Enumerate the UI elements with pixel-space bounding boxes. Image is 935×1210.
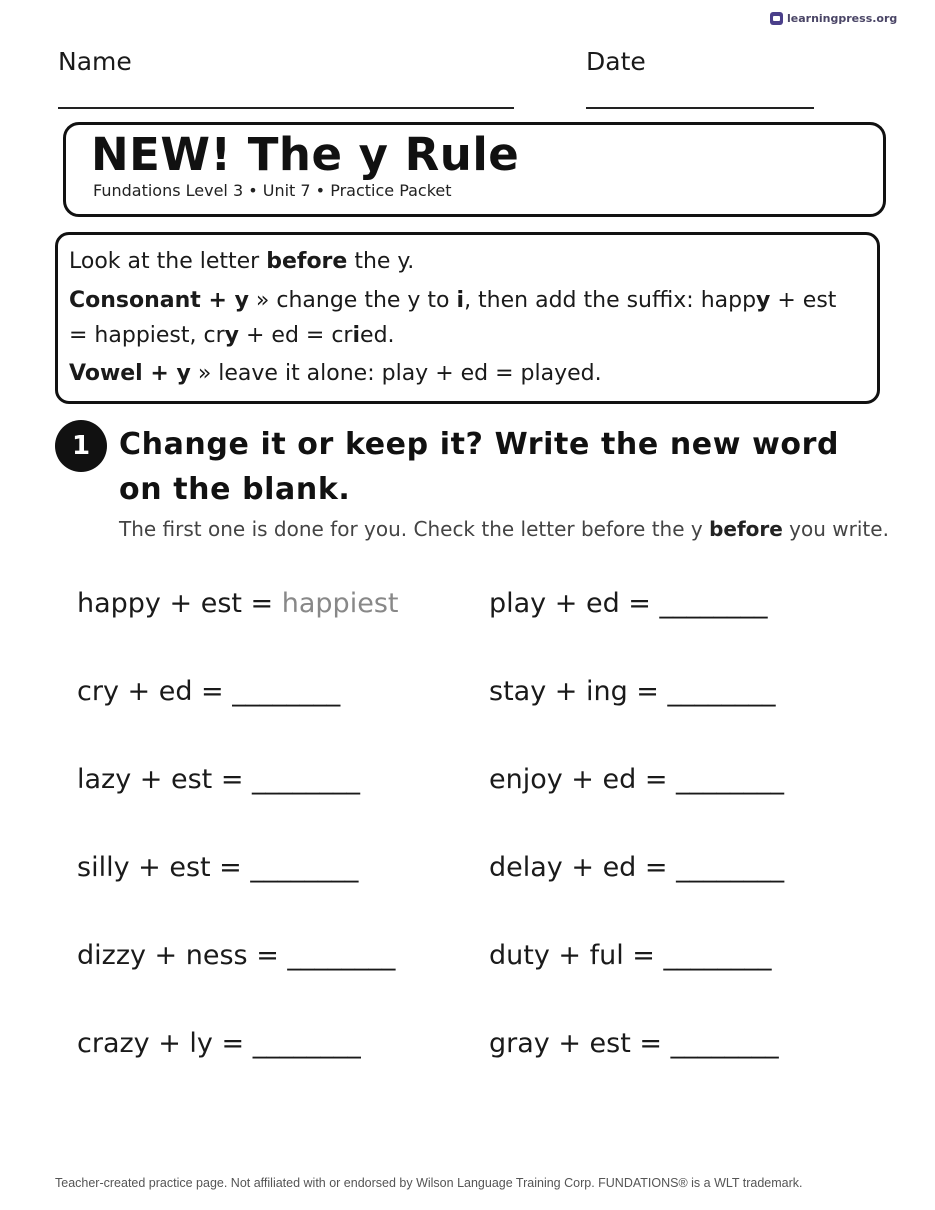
section-title: Change it or keep it? Write the new word on the blank. [119, 427, 840, 507]
rule-line-2: Consonant + y » change the y to i, then add the suffix: happy + est = happiest, cry + ed = cried. [69, 288, 837, 348]
exercise-item[interactable]: silly + est = ________ [77, 852, 359, 883]
exercise-item[interactable]: enjoy + ed = ________ [489, 764, 785, 795]
exercise-item[interactable]: cry + ed = ________ [77, 676, 341, 707]
section-number-badge: 1 [55, 420, 107, 472]
example-answer: happiest [281, 588, 399, 619]
name-line[interactable] [58, 107, 514, 109]
exercise-item[interactable]: lazy + est = ________ [77, 764, 361, 795]
footer-disclaimer: Teacher-created practice page. Not affiliated with or endorsed by Wilson Language Training Corp. FUNDATIONS® is a WLT trademark. [55, 1176, 803, 1190]
exercise-item[interactable]: duty + ful = ________ [489, 940, 772, 971]
date-line[interactable] [586, 107, 814, 109]
brand-logo [770, 12, 897, 25]
section-subtitle: The first one is done for you. Check the letter before the y before you write. [119, 517, 889, 541]
exercise-item[interactable]: crazy + ly = ________ [77, 1028, 361, 1059]
rule-line-1: Look at the letter before the y. [69, 249, 415, 274]
exercise-item[interactable]: happy + est = happiest [77, 588, 399, 619]
exercise-item[interactable]: dizzy + ness = ________ [77, 940, 396, 971]
exercise-item[interactable]: stay + ing = ________ [489, 676, 776, 707]
brand-text: learningpress.org [787, 12, 898, 25]
page-title: NEW! The y Rule [91, 128, 520, 181]
book-icon [770, 12, 783, 25]
name-label: Name [58, 47, 132, 76]
rule-line-3: Vowel + y » leave it alone: play + ed = played. [69, 361, 602, 386]
exercise-item[interactable]: delay + ed = ________ [489, 852, 785, 883]
exercise-item[interactable]: play + ed = ________ [489, 588, 768, 619]
date-label: Date [586, 47, 646, 76]
exercise-item[interactable]: gray + est = ________ [489, 1028, 779, 1059]
page-subtitle: Fundations Level 3 • Unit 7 • Practice Packet [93, 181, 452, 200]
